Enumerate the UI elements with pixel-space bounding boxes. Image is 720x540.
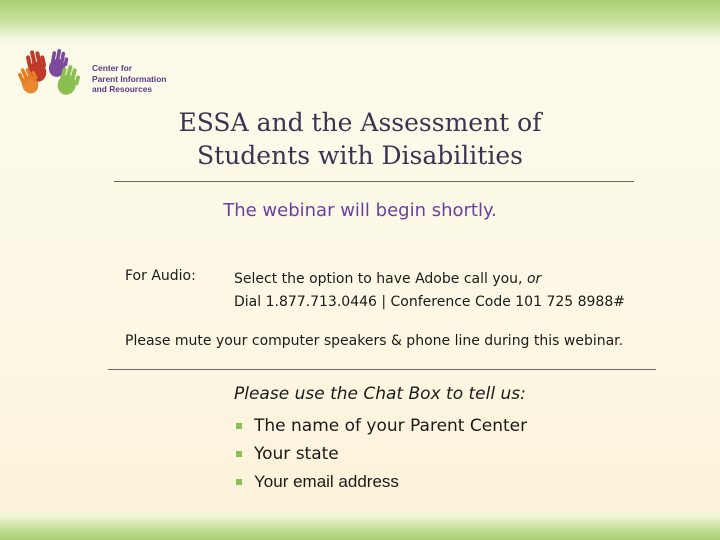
- chat-prompt: Please use the Chat Box to tell us:: [234, 384, 526, 404]
- list-item: [234, 412, 527, 440]
- mute-notice: Please mute your computer speakers & phone line during this webinar.: [125, 333, 624, 349]
- list-item: [234, 468, 527, 496]
- title-divider: [114, 181, 634, 182]
- bottom-decorative-band: [0, 510, 720, 540]
- slide-title: [150, 106, 570, 172]
- section-divider: [108, 369, 656, 370]
- audio-instruction-line-1: [234, 268, 625, 291]
- hands-logo-icon: [14, 48, 90, 98]
- logo-wordmark: [92, 63, 182, 95]
- webinar-status: The webinar will begin shortly.: [223, 200, 497, 221]
- audio-instructions: [234, 268, 625, 314]
- list-item: [234, 440, 527, 468]
- list-item-text: Your state: [254, 444, 339, 464]
- audio-callback-text: Select the option to have Adobe call you,: [234, 271, 523, 287]
- chat-request-list: [234, 412, 527, 496]
- audio-or-text: or: [526, 271, 542, 287]
- audio-dial-in-line: Dial 1.877.713.0446 | Conference Code 101 725 8988#: [234, 294, 625, 310]
- square-bullet-icon: [236, 451, 242, 457]
- list-item-text: Your email address: [254, 472, 399, 491]
- top-decorative-band: [0, 0, 720, 44]
- square-bullet-icon: [236, 423, 242, 429]
- cpir-logo: [14, 48, 174, 98]
- logo-name-line-1: Center for: [92, 63, 133, 73]
- slide-title-line-1: ESSA and the Assessment of: [178, 108, 542, 137]
- square-bullet-icon: [236, 479, 242, 485]
- logo-name-line-2: Parent Information: [92, 73, 167, 84]
- list-item-text: The name of your Parent Center: [254, 416, 528, 436]
- logo-name-line-3: and Resources: [92, 84, 153, 94]
- audio-label: For Audio:: [125, 268, 196, 284]
- slide-title-line-2: Students with Disabilities: [197, 141, 523, 170]
